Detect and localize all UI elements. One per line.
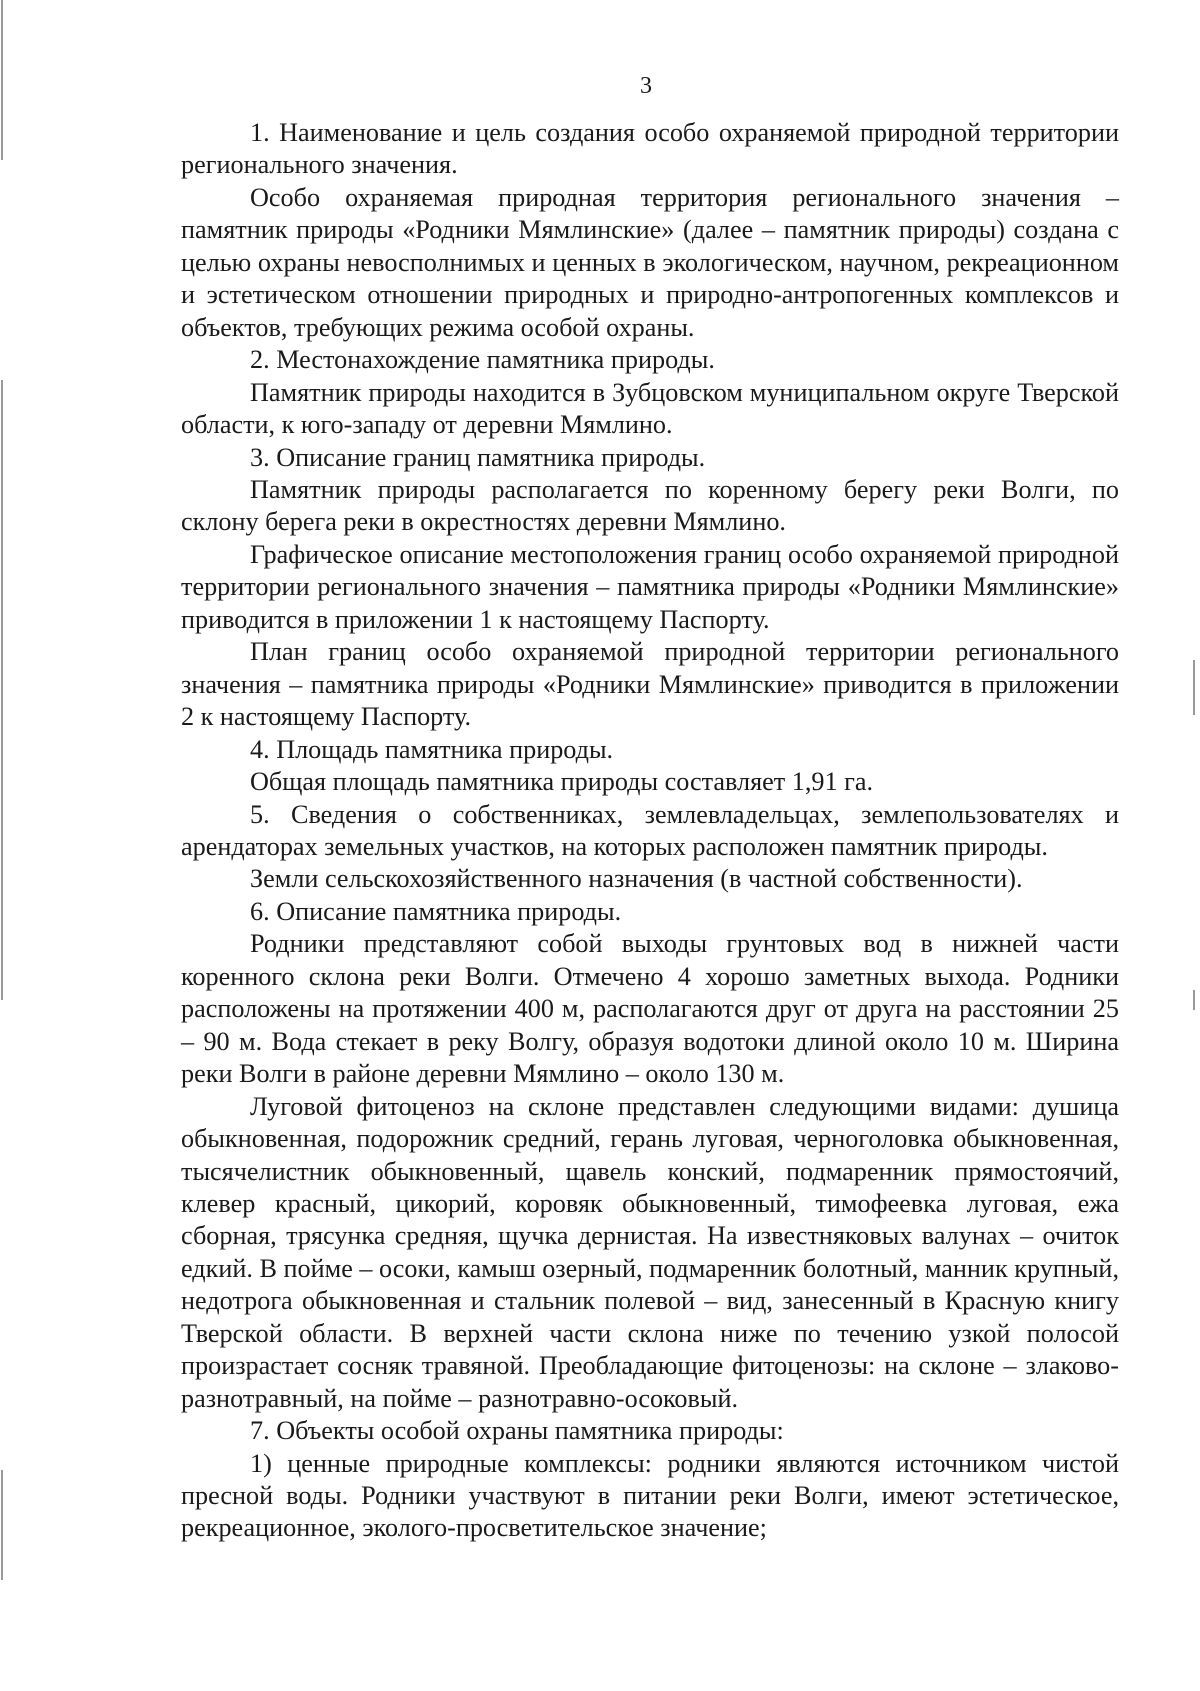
document-body bbox=[181, 117, 1119, 1545]
list-item: 1) ценные природные комплексы: родники являются источником чистой пресной воды. Родники участвуют в питании реки Волги, имеют эстетическое, рекреационное, эколого-просветительское значение; bbox=[181, 1448, 1119, 1543]
section-heading-4: 4. Площадь памятника природы. bbox=[250, 734, 614, 764]
paragraph: Родники представляют собой выходы грунтовых вод в нижней части коренного склона реки Волги. Отмечено 4 хорошо заметных выхода. Родники расположены на протяжении 400 м, располагаются друг от друга на расстоянии 25 – 90 м. Вода стекает в реку Волгу, образуя водотоки длиной около 10 м. Ширина реки Волги в районе деревни Мямлино – около 130 м. bbox=[181, 929, 1119, 1089]
section-heading-5: 5. Сведения о собственниках, землевладельцах, землепользователях и арендаторах земельных участков, на которых расположен памятник природы. bbox=[181, 799, 1119, 861]
paragraph: Графическое описание местоположения границ особо охраняемой природной территории регионального значения – памятника природы «Родники Мямлинские» приводится в приложении 1 к настоящему Паспорту. bbox=[181, 539, 1119, 634]
section-heading-1: 1. Наименование и цель создания особо охраняемой природной территории регионального значения. bbox=[181, 118, 1119, 180]
paragraph: Общая площадь памятника природы составляет 1,91 га. bbox=[250, 767, 874, 797]
paragraph: Памятник природы располагается по коренному берегу реки Волги, по склону берега реки в окрестностях деревни Мямлино. bbox=[181, 474, 1119, 537]
paragraph: Особо охраняемая природная территория регионального значения – памятник природы «Родники Мямлинские» (далее – памятник природы) создана с целью охраны невосполнимых и ценных в экологическом, научном, рекреационном и эстетическом отношении природных и природно-антропогенных комплексов и объектов, требующих режима особой охраны. bbox=[181, 182, 1119, 342]
section-heading-6: 6. Описание памятника природы. bbox=[250, 896, 622, 926]
section-heading-3: 3. Описание границ памятника природы. bbox=[250, 442, 706, 472]
scan-edge-mark bbox=[1, 1470, 3, 1580]
scan-edge-mark bbox=[1, 380, 3, 1000]
section-heading-7: 7. Объекты особой охраны памятника природы: bbox=[250, 1416, 784, 1446]
page-number: 3 bbox=[640, 73, 652, 99]
scan-edge-mark bbox=[1193, 660, 1195, 715]
paragraph: План границ особо охраняемой природной территории регионального значения – памятника природы «Родники Мямлинские» приводится в приложении 2 к настоящему Паспорту. bbox=[181, 637, 1119, 732]
paragraph: Памятник природы находится в Зубцовском муниципальном округе Тверской области, к юго-западу от деревни Мямлино. bbox=[181, 377, 1119, 440]
paragraph: Луговой фитоценоз на склоне представлен следующими видами: душица обыкновенная, подорожник средний, герань луговая, черноголовка обыкновенная, тысячелистник обыкновенный, щавель конский, подмаренник прямостоячий, клевер красный, цикорий, коровяк обыкновенный, тимофеевка луговая, ежа сборная, трясунка средняя, щучка дернистая. На известняковых валунах – очиток едкий. В пойме – осоки, камыш озерный, подмаренник болотный, манник крупный, недотрога обыкновенная и стальник полевой – вид, занесенный в Красную книгу Тверской области. В верхней части склона ниже по течению узкой полосой произрастает сосняк травяной. Преобладающие фитоценозы: на склоне – злаково-разнотравный, на пойме – разнотравно-осоковый. bbox=[181, 1091, 1119, 1413]
section-heading-2: 2. Местонахождение памятника природы. bbox=[250, 345, 715, 375]
paragraph: Земли сельскохозяйственного назначения (в частной собственности). bbox=[250, 864, 1023, 894]
scan-edge-mark bbox=[1193, 990, 1195, 1010]
